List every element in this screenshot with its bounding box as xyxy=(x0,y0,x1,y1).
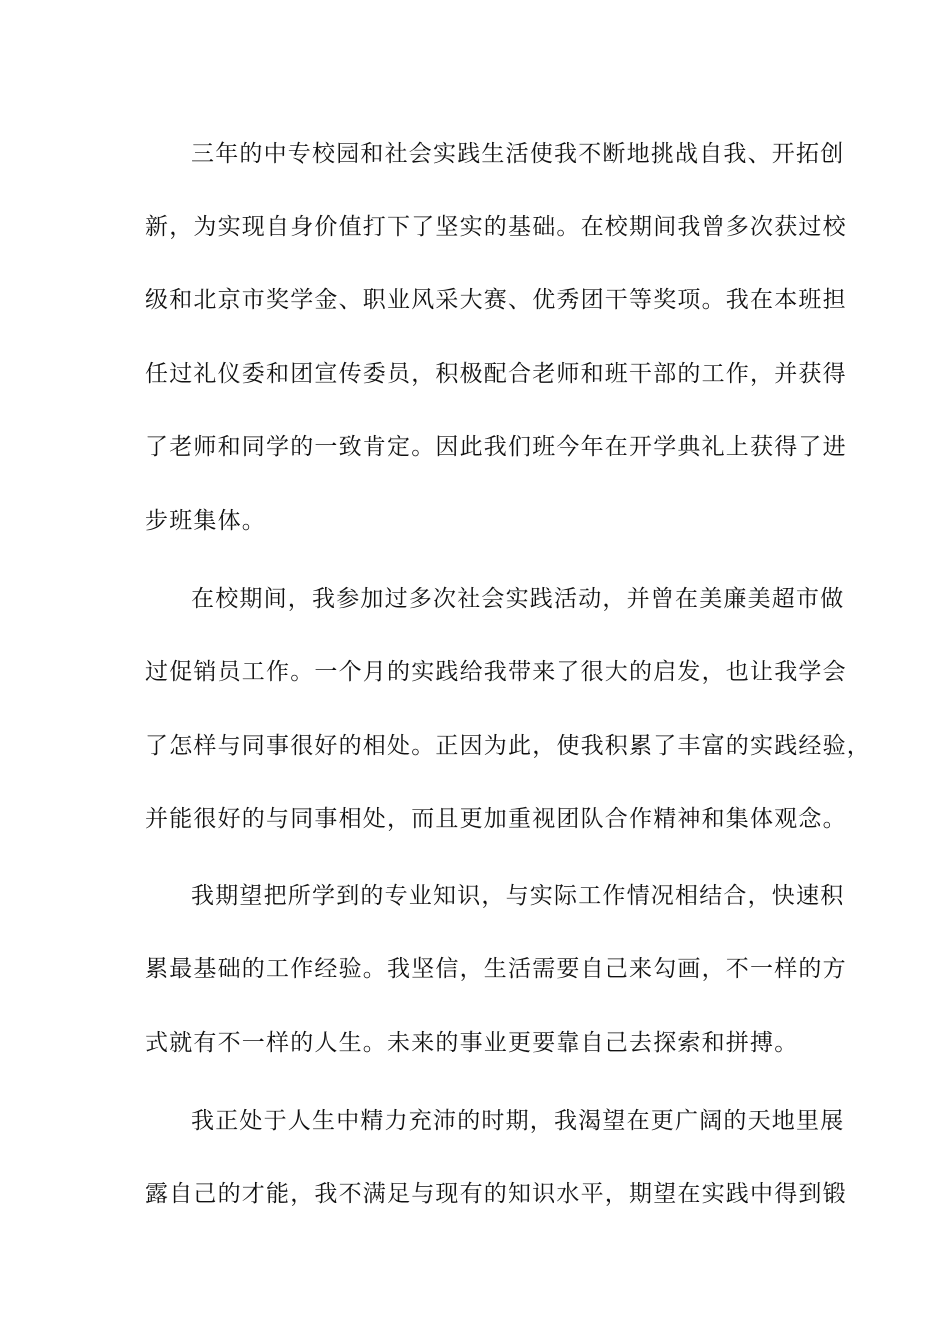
paragraph-2-line-1: 在校期间，我参加过多次社会实践活动，并曾在美廉美超市做 xyxy=(191,586,845,612)
paragraph-4-line-1: 我正处于人生中精力充沛的时期，我渴望在更广阔的天地里展 xyxy=(191,1108,845,1134)
paragraph-3-line-1: 我期望把所学到的专业知识，与实际工作情况相结合，快速积 xyxy=(191,883,845,909)
paragraph-1-line-5: 了老师和同学的一致肯定。因此我们班今年在开学典礼上获得了进 xyxy=(145,434,847,460)
paragraph-1-line-6: 步班集体。 xyxy=(145,508,266,534)
paragraph-4-line-2: 露自己的才能，我不满足与现有的知识水平，期望在实践中得到锻 xyxy=(145,1181,847,1207)
paragraph-1-line-1: 三年的中专校园和社会实践生活使我不断地挑战自我、开拓创 xyxy=(191,141,845,167)
paragraph-1-line-4: 任过礼仪委和团宣传委员，积极配合老师和班干部的工作，并获得 xyxy=(145,361,847,387)
paragraph-2-line-2: 过促销员工作。一个月的实践给我带来了很大的启发，也让我学会 xyxy=(145,659,847,685)
paragraph-3-line-2: 累最基础的工作经验。我坚信，生活需要自己来勾画，不一样的方 xyxy=(145,956,847,982)
paragraph-3-line-3: 式就有不一样的人生。未来的事业更要靠自己去探索和拼搏。 xyxy=(145,1030,799,1056)
paragraph-2-line-3: 了怎样与同事很好的相处。正因为此，使我积累了丰富的实践经验， xyxy=(145,733,871,759)
paragraph-1-line-3: 级和北京市奖学金、职业风采大赛、优秀团干等奖项。我在本班担 xyxy=(145,287,847,313)
paragraph-1-line-2: 新，为实现自身价值打下了坚实的基础。在校期间我曾多次获过校 xyxy=(145,214,847,240)
paragraph-2-line-4: 并能很好的与同事相处，而且更加重视团队合作精神和集体观念。 xyxy=(145,806,847,832)
